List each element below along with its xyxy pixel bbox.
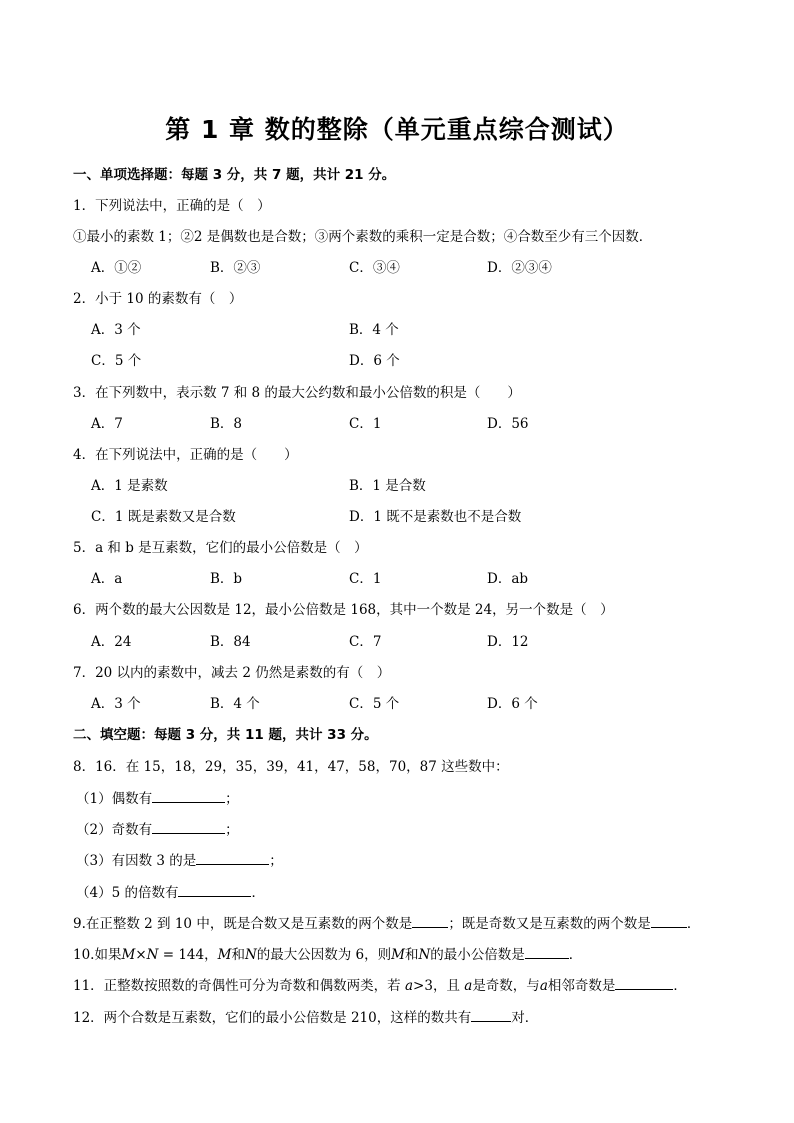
punctuation: ． (568, 947, 583, 963)
question-8-part-4-label: （4）5 的倍数有 (76, 885, 179, 901)
question-5-option-c: C．1 (349, 571, 382, 587)
question-11-text-b: >3，且 (413, 978, 465, 994)
question-11-text-a: 11．正整数按照数的奇偶性可分为奇数和偶数两类，若 (73, 978, 405, 994)
question-11 (73, 975, 687, 996)
question-8-part-3 (76, 850, 283, 871)
punctuation: ． (251, 885, 265, 901)
question-1-statements: ①最小的素数 1；②2 是偶数也是合数；③两个素数的乘积一定是合数；④合数至少有三个因数． (73, 229, 653, 245)
question-10-text-b: 和 (231, 947, 245, 963)
question-9 (73, 913, 700, 934)
variable-a: a (539, 978, 548, 994)
section-heading-choice: 一、单项选择题：每题 3 分，共 7 题，共计 21 分。 (73, 167, 396, 183)
question-2-option-d: D．6 个 (349, 353, 400, 369)
question-7-option-a: A．3 个 (91, 696, 141, 712)
question-3-option-c: C．1 (349, 416, 382, 432)
question-11-text-d: 相邻奇数是 (547, 978, 616, 994)
question-5-stem: 5．a 和 b 是互素数，它们的最小公倍数是（ ） (73, 540, 368, 556)
question-4-option-c: C．1 既是素数又是合数 (91, 509, 236, 525)
question-8-part-1-label: （1）偶数有 (76, 791, 153, 807)
question-5-option-a: A．a (91, 571, 123, 587)
question-8-part-4 (76, 882, 265, 903)
answer-blank[interactable] (178, 882, 251, 897)
question-8-part-2-label: （2）奇数有 (76, 822, 153, 838)
question-5-option-b: B．b (210, 571, 243, 587)
variable-m: M (217, 947, 232, 963)
question-10 (73, 944, 582, 965)
question-10-equation: = 144， (158, 947, 218, 963)
question-6-stem: 6．两个数的最大公因数是 12，最小公倍数是 168，其中一个数是 24，另一个数是（ ） (73, 602, 614, 618)
question-12-text-a: 12．两个合数是互素数，它们的最小公倍数是 210，这样的数共有 (73, 1010, 472, 1026)
question-3-stem: 3．在下列数中，表示数 7 和 8 的最大公约数和最小公倍数的积是（ ） (73, 385, 521, 401)
answer-blank[interactable] (471, 1007, 511, 1022)
answer-blank[interactable] (152, 819, 225, 834)
question-4-option-a: A．1 是素数 (91, 478, 168, 494)
question-7-stem: 7．20 以内的素数中，减去 2 仍然是素数的有（ ） (73, 665, 391, 681)
question-6-option-d: D．12 (487, 634, 529, 650)
variable-n: N (146, 947, 159, 963)
question-12 (73, 1007, 538, 1028)
question-3-option-d: D．56 (487, 416, 529, 432)
question-7-option-b: B．4 个 (210, 696, 260, 712)
question-8-part-1 (76, 788, 239, 809)
question-7-option-c: C．5 个 (349, 696, 400, 712)
question-10-text-c: 的最大公因数为 6，则 (256, 947, 392, 963)
page-title: 第 1 章 数的整除（单元重点综合测试） (165, 115, 629, 144)
question-9-text-b: ；既是奇数又是互素数的两个数是 (448, 916, 651, 932)
question-10-text-d: 的最小公倍数是 (430, 947, 525, 963)
question-8-stem: 8．16．在 15，18，29，35，39，41，47，58，70，87 这些数中： (73, 759, 509, 775)
punctuation: ； (225, 822, 239, 838)
question-10-text-a: 10.如果 (73, 947, 122, 963)
variable-m: M (121, 947, 136, 963)
question-2-option-a: A．3 个 (91, 322, 141, 338)
question-4-option-b: B．1 是合数 (349, 478, 426, 494)
variable-n: N (418, 947, 431, 963)
question-10-text-b: 和 (404, 947, 419, 963)
answer-blank[interactable] (412, 913, 448, 928)
punctuation: ． (673, 978, 687, 994)
question-1-option-c: C．③④ (349, 260, 400, 276)
question-2-option-b: B．4 个 (349, 322, 399, 338)
punctuation: ； (269, 853, 283, 869)
question-8-part-3-label: （3）有因数 3 的是 (76, 853, 197, 869)
question-1-option-a: A．①② (91, 260, 142, 276)
question-7-option-d: D．6 个 (487, 696, 538, 712)
question-8-part-2 (76, 819, 239, 840)
question-2-stem: 2．小于 10 的素数有（ ） (73, 291, 243, 307)
question-1-option-b: B．②③ (210, 260, 261, 276)
question-9-text-a: 9.在正整数 2 到 10 中，既是合数又是互素数的两个数是 (73, 916, 413, 932)
question-2-option-c: C．5 个 (91, 353, 142, 369)
punctuation: ． (686, 916, 701, 932)
question-5-option-d: D．ab (487, 571, 529, 587)
question-11-text-c: 是奇数，与 (472, 978, 540, 994)
answer-blank[interactable] (651, 913, 687, 928)
question-6-option-c: C．7 (349, 634, 382, 650)
answer-blank[interactable] (525, 944, 569, 959)
variable-m: M (391, 947, 405, 963)
question-4-stem: 4．在下列说法中，正确的是（ ） (73, 447, 298, 463)
question-1-option-d: D．②③④ (487, 260, 552, 276)
variable-a: a (464, 978, 473, 994)
question-6-option-a: A．24 (91, 634, 132, 650)
answer-blank[interactable] (196, 850, 269, 865)
question-6-option-b: B．84 (210, 634, 251, 650)
variable-a: a (404, 978, 414, 994)
section-heading-fill: 二、填空题：每题 3 分，共 11 题，共计 33 分。 (73, 727, 378, 743)
question-1-stem: 1．下列说法中，正确的是（ ） (73, 198, 271, 214)
times-sign: × (135, 947, 147, 963)
answer-blank[interactable] (615, 975, 673, 990)
variable-n: N (244, 947, 257, 963)
question-3-option-b: B．8 (210, 416, 243, 432)
question-3-option-a: A．7 (91, 416, 123, 432)
punctuation: ； (225, 791, 239, 807)
question-12-text-b: 对． (511, 1010, 539, 1026)
question-4-option-d: D．1 既不是素数也不是合数 (349, 509, 522, 525)
answer-blank[interactable] (152, 788, 225, 803)
